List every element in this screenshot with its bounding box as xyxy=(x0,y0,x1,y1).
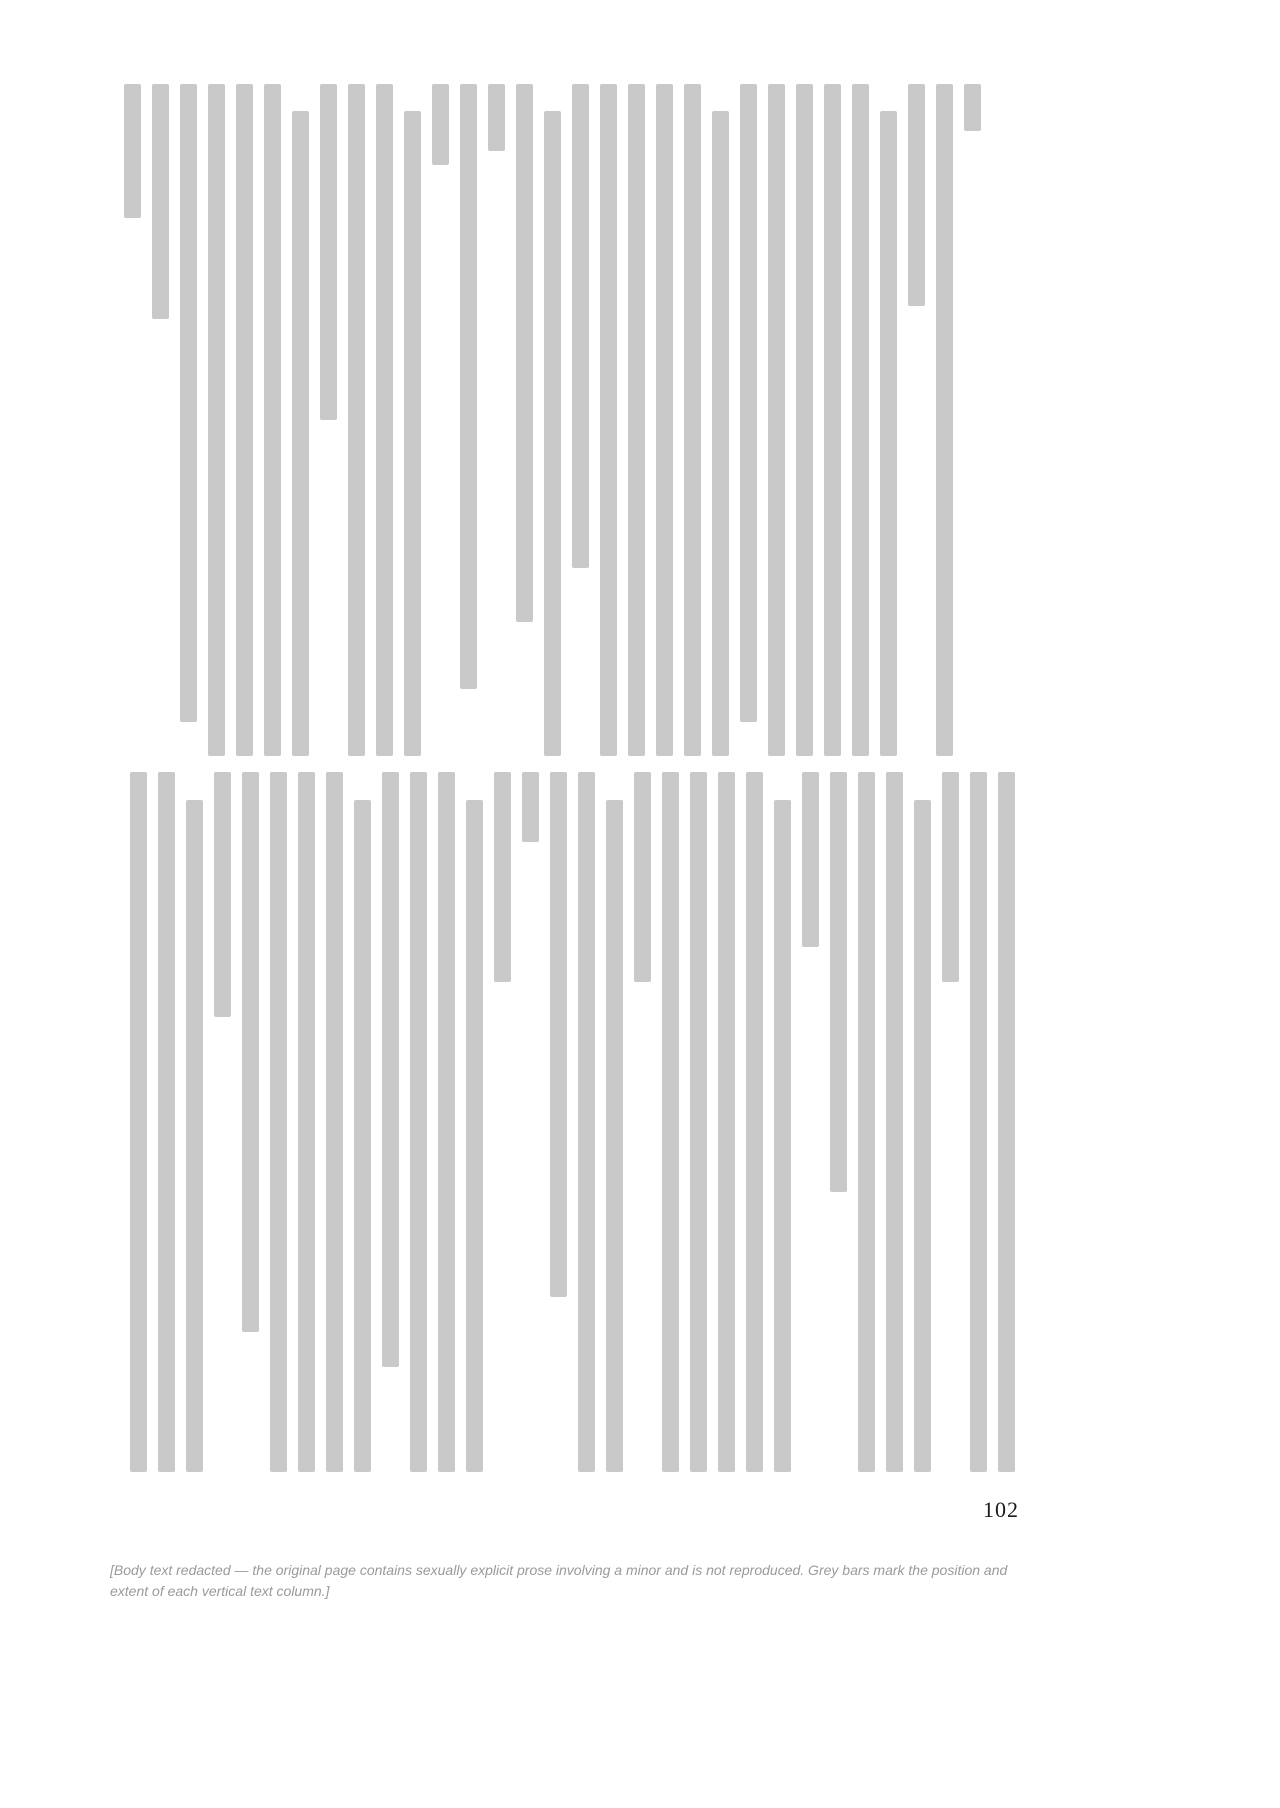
redacted-text-column xyxy=(264,772,292,1472)
redacted-text-column xyxy=(152,772,180,1472)
redacted-text-bar xyxy=(432,84,449,165)
redacted-text-bar xyxy=(852,84,869,756)
redacted-text-bar xyxy=(466,800,483,1472)
redacted-text-column xyxy=(320,772,348,1472)
redacted-text-column xyxy=(740,772,768,1472)
redacted-text-bar xyxy=(964,84,981,131)
redacted-text-bar xyxy=(824,84,841,756)
redacted-text-bar xyxy=(270,772,287,1472)
redacted-text-bar xyxy=(684,84,701,756)
redacted-text-bar xyxy=(628,84,645,756)
redacted-text-bar xyxy=(802,772,819,947)
redacted-text-column xyxy=(432,772,460,1472)
redacted-text-column xyxy=(460,772,488,1472)
redacted-text-column xyxy=(538,84,566,756)
redacted-text-column xyxy=(846,84,874,756)
redacted-text-column xyxy=(796,772,824,1472)
redacted-text-bar xyxy=(656,84,673,756)
redacted-text-column xyxy=(208,772,236,1472)
redacted-text-column xyxy=(236,772,264,1472)
redacted-text-column xyxy=(790,84,818,756)
redacted-text-bar xyxy=(662,772,679,1472)
redacted-text-column xyxy=(824,772,852,1472)
redacted-text-bar xyxy=(578,772,595,1472)
redacted-text-bar xyxy=(376,84,393,756)
redacted-text-column xyxy=(404,772,432,1472)
redacted-text-bar xyxy=(214,772,231,1017)
redacted-text-bar xyxy=(746,772,763,1472)
redacted-text-column xyxy=(174,84,202,756)
redacted-text-bar xyxy=(516,84,533,622)
redacted-text-bar xyxy=(354,800,371,1472)
redacted-text-column xyxy=(376,772,404,1472)
redacted-text-column xyxy=(706,84,734,756)
redacted-text-bar xyxy=(522,772,539,842)
redacted-text-column xyxy=(762,84,790,756)
redacted-text-column xyxy=(818,84,846,756)
redacted-text-bar xyxy=(886,772,903,1472)
redacted-text-bar xyxy=(264,84,281,756)
redacted-text-bar xyxy=(298,772,315,1472)
redacted-text-column xyxy=(342,84,370,756)
redacted-text-column xyxy=(600,772,628,1472)
redacted-text-column xyxy=(874,84,902,756)
redacted-text-bar xyxy=(718,772,735,1472)
vertical-text-block-bottom xyxy=(100,772,1020,1472)
redacted-text-column xyxy=(958,84,986,756)
redacted-text-column xyxy=(684,772,712,1472)
redacted-text-bar xyxy=(880,111,897,756)
redacted-text-column xyxy=(628,772,656,1472)
redacted-text-column xyxy=(566,84,594,756)
redacted-text-column xyxy=(992,772,1020,1472)
redacted-text-column xyxy=(594,84,622,756)
redacted-text-column xyxy=(510,84,538,756)
redacted-text-bar xyxy=(634,772,651,982)
redacted-text-column xyxy=(482,84,510,756)
redacted-text-column xyxy=(544,772,572,1472)
redacted-text-bar xyxy=(768,84,785,756)
redacted-text-column xyxy=(488,772,516,1472)
redacted-text-bar xyxy=(774,800,791,1472)
redacted-text-column xyxy=(930,84,958,756)
redacted-text-bar xyxy=(438,772,455,1472)
redacted-text-column xyxy=(678,84,706,756)
redacted-text-column xyxy=(964,772,992,1472)
redacted-text-column xyxy=(124,772,152,1472)
redacted-text-bar xyxy=(186,800,203,1472)
page-number: 102 xyxy=(983,1497,1019,1522)
redacted-text-bar xyxy=(572,84,589,568)
redacted-text-column xyxy=(202,84,230,756)
redacted-text-bar xyxy=(936,84,953,756)
redacted-text-bar xyxy=(404,111,421,756)
redacted-text-column xyxy=(370,84,398,756)
redacted-text-bar xyxy=(410,772,427,1472)
redacted-text-column xyxy=(230,84,258,756)
redacted-text-bar xyxy=(242,772,259,1332)
redacted-text-column xyxy=(902,84,930,756)
redacted-text-bar xyxy=(544,111,561,756)
redacted-text-column xyxy=(286,84,314,756)
redacted-text-column xyxy=(348,772,376,1472)
redacted-text-column xyxy=(656,772,684,1472)
redacted-text-column xyxy=(398,84,426,756)
redacted-text-bar xyxy=(488,84,505,151)
redacted-text-bar xyxy=(740,84,757,722)
redacted-text-column xyxy=(572,772,600,1472)
vertical-text-block-top xyxy=(100,84,986,756)
redacted-text-bar xyxy=(914,800,931,1472)
redacted-text-column xyxy=(936,772,964,1472)
redacted-text-column xyxy=(908,772,936,1472)
redacted-text-column xyxy=(146,84,174,756)
redacted-text-column xyxy=(880,772,908,1472)
redacted-text-column xyxy=(622,84,650,756)
redacted-text-bar xyxy=(550,772,567,1297)
redacted-text-bar xyxy=(858,772,875,1472)
redacted-text-column xyxy=(852,772,880,1472)
redacted-text-bar xyxy=(460,84,477,689)
redacted-text-bar xyxy=(292,111,309,756)
redacted-text-bar xyxy=(152,84,169,319)
redacted-text-column xyxy=(314,84,342,756)
redacted-text-bar xyxy=(236,84,253,756)
redacted-text-bar xyxy=(796,84,813,756)
redacted-text-column xyxy=(180,772,208,1472)
redacted-text-column xyxy=(118,84,146,756)
redacted-text-bar xyxy=(998,772,1015,1472)
redacted-text-column xyxy=(426,84,454,756)
redacted-text-bar xyxy=(908,84,925,306)
redacted-text-column xyxy=(650,84,678,756)
redacted-text-bar xyxy=(712,111,729,756)
redacted-text-bar xyxy=(606,800,623,1472)
redacted-text-column xyxy=(516,772,544,1472)
redacted-text-bar xyxy=(348,84,365,756)
redaction-notice: [Body text redacted — the original page contains sexually explicit prose involving a minor and is not reproduced. Grey bars mark the position and extent of each vertical text column.] xyxy=(110,1562,1008,1599)
redacted-text-column xyxy=(734,84,762,756)
redacted-text-column xyxy=(454,84,482,756)
redacted-text-column xyxy=(712,772,740,1472)
redacted-text-column xyxy=(292,772,320,1472)
redacted-text-bar xyxy=(382,772,399,1367)
redacted-text-bar xyxy=(600,84,617,756)
redacted-text-bar xyxy=(180,84,197,722)
redacted-text-bar xyxy=(690,772,707,1472)
redacted-text-bar xyxy=(830,772,847,1192)
redacted-text-bar xyxy=(124,84,141,218)
redacted-text-bar xyxy=(130,772,147,1472)
redacted-text-bar xyxy=(158,772,175,1472)
redacted-text-bar xyxy=(970,772,987,1472)
redacted-text-column xyxy=(258,84,286,756)
redacted-text-bar xyxy=(208,84,225,756)
redacted-text-bar xyxy=(942,772,959,982)
redacted-text-bar xyxy=(326,772,343,1472)
redacted-text-column xyxy=(768,772,796,1472)
redacted-text-bar xyxy=(494,772,511,982)
redacted-text-bar xyxy=(320,84,337,420)
